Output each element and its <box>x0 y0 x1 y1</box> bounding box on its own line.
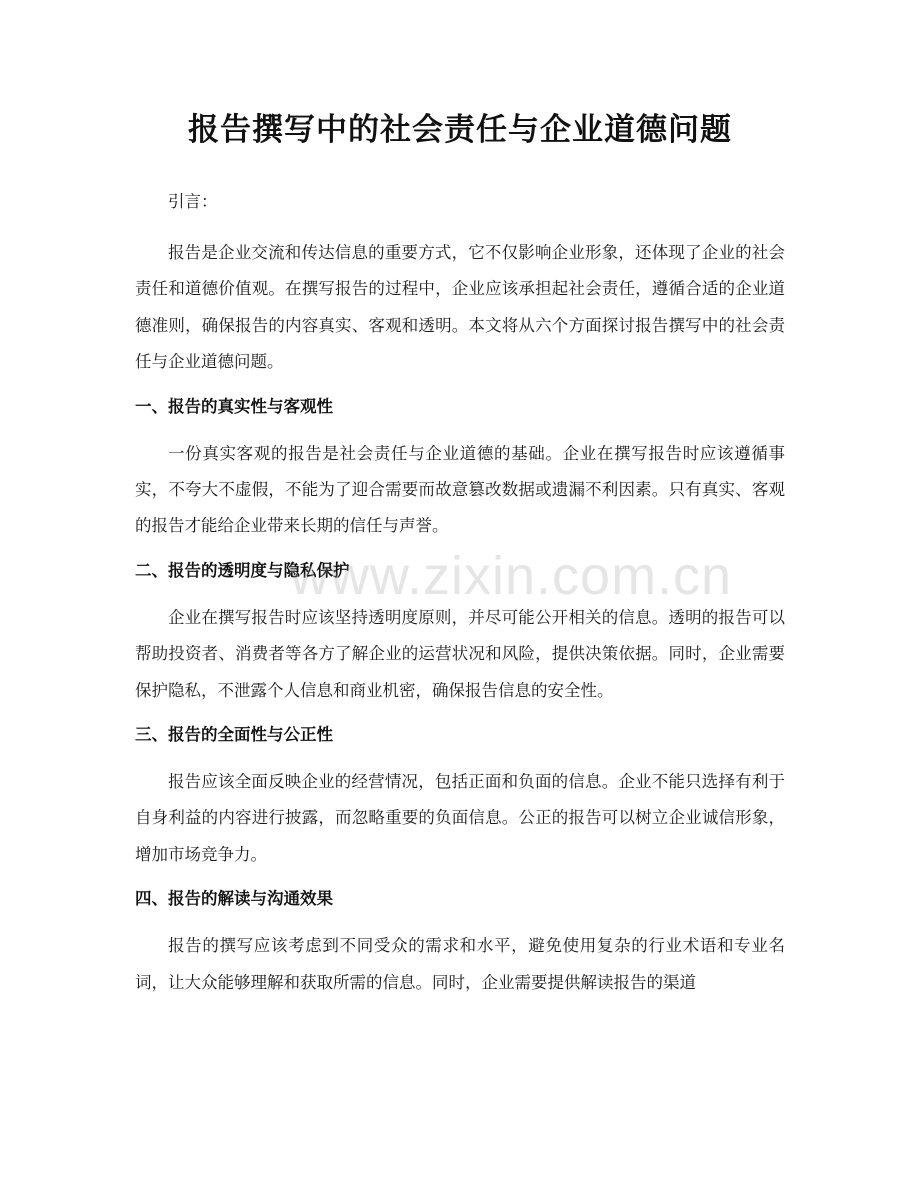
document-body <box>135 184 785 1009</box>
section-heading-2: 二、报告的透明度与隐私保护 <box>135 560 350 580</box>
section-paragraph-2: 企业在撰写报告时应该坚持透明度原则，并尽可能公开相关的信息。透明的报告可以帮助投资者、消费者等各方了解企业的运营状况和风险，提供决策依据。同时，企业需要保护隐私，不泄露个人信息和商业机密，确保报告信息的安全性。 <box>135 607 785 700</box>
section-paragraph-4: 报告的撰写应该考虑到不同受众的需求和水平，避免使用复杂的行业术语和专业名词，让大众能够理解和获取所需的信息。同时，企业需要提供解读报告的渠道 <box>135 936 785 992</box>
intro-label: 引言： <box>168 192 218 211</box>
section-paragraph-1: 一份真实客观的报告是社会责任与企业道德的基础。企业在撰写报告时应该遵循事实，不夸大不虚假，不能为了迎合需要而故意篡改数据或遗漏不利因素。只有真实、客观的报告才能给企业带来长期的信任与声誉。 <box>135 443 785 536</box>
section-heading-4: 四、报告的解读与沟通效果 <box>135 889 333 909</box>
section-paragraph-3: 报告应该全面反映企业的经营情况，包括正面和负面的信息。企业不能只选择有利于自身利益的内容进行披露，而忽略重要的负面信息。公正的报告可以树立企业诚信形象，增加市场竞争力。 <box>135 772 785 864</box>
document-title: 报告撰写中的社会责任与企业道德问题 <box>188 112 732 148</box>
section-heading-1: 一、报告的真实性与客观性 <box>135 396 333 416</box>
section-heading-3: 三、报告的全面性与公正性 <box>135 725 333 745</box>
watermark-text: www.zixin.com.cn <box>290 546 733 606</box>
intro-paragraph: 报告是企业交流和传达信息的重要方式，它不仅影响企业形象，还体现了企业的社会责任和道德价值观。在撰写报告的过程中，企业应该承担起社会责任，遵循合适的企业道德准则，确保报告的内容真实、客观和透明。本文将从六个方面探讨报告撰写中的社会责任与企业道德问题。 <box>135 243 785 372</box>
